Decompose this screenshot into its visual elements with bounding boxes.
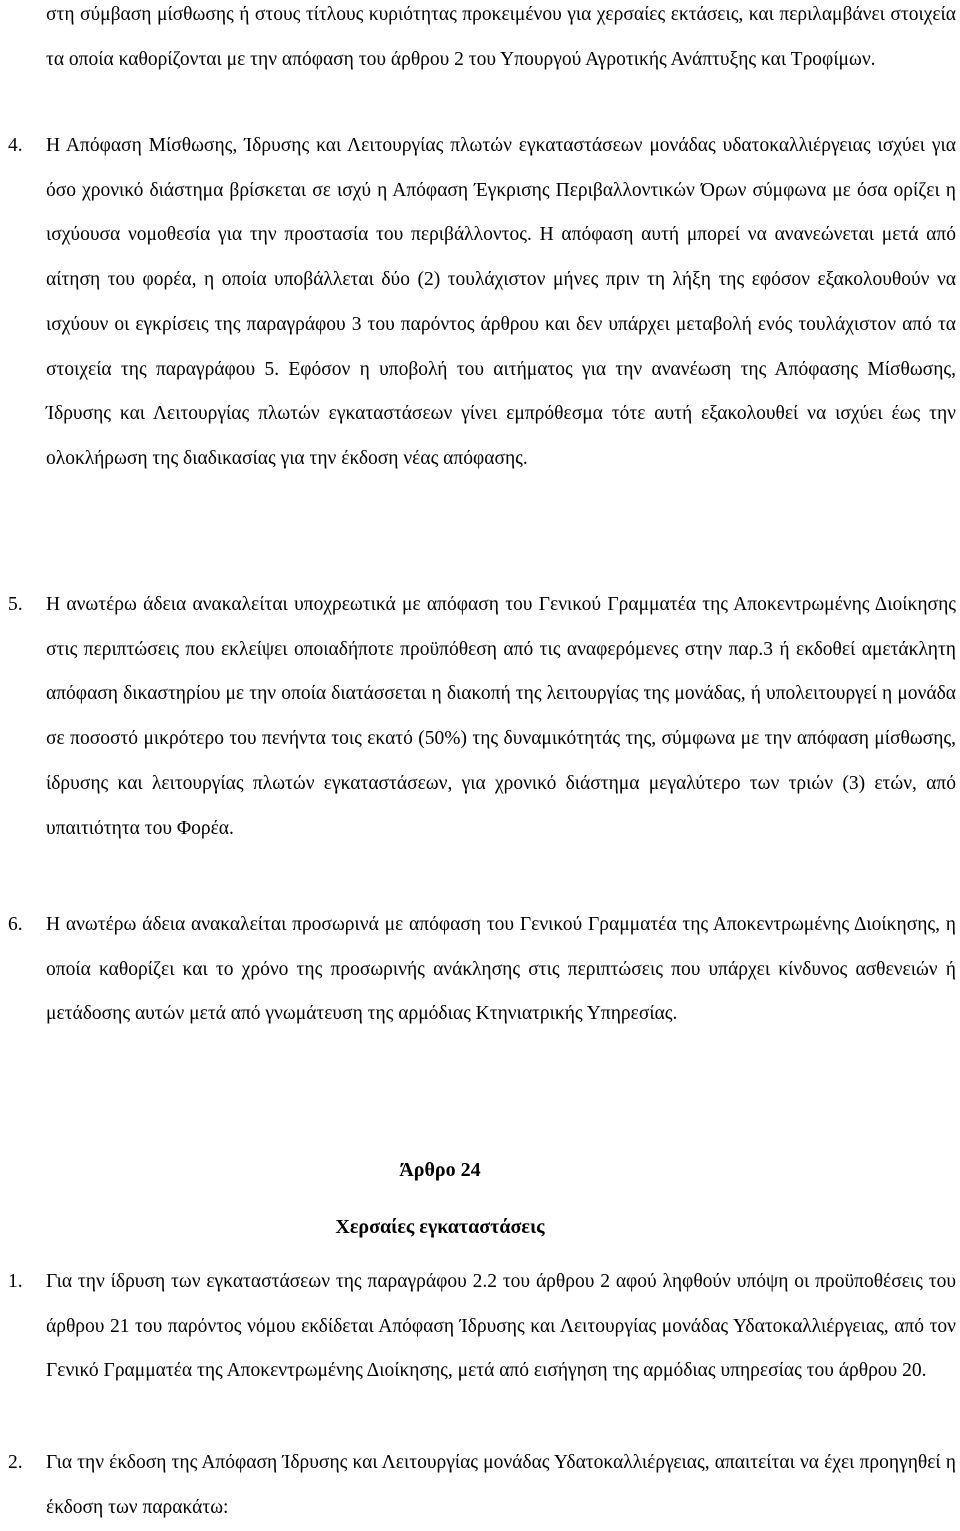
article-item-number-1: 1.	[8, 1271, 23, 1292]
item-number-4: 4.	[8, 135, 23, 156]
paragraph-4: Η Απόφαση Μίσθωσης, Ίδρυσης και Λειτουργίας πλωτών εγκαταστάσεων μονάδας υδατοκαλλιέργειας ισχύει για όσο χρονικό διάστημα βρίσκεται σε ισχύ η Απόφαση Έγκρισης Περιβαλλοντικών Όρων σύμφωνα με όσα ορίζει η ισχύουσα νομοθεσία για την προστασία του περιβάλλοντος. Η απόφαση αυτή μπορεί να ανανεώνεται μετά από αίτηση του φορέα, η οποία υποβάλλεται δύο (2) τουλάχιστον μήνες πριν τη λήξη της εφόσον εξακολουθούν να ισχύουν οι εγκρίσεις της παραγράφου 3 του παρόντος άρθρου και δεν υπάρχει μεταβολή ενός τουλάχιστον από τα στοιχεία της παραγράφου 5. Εφόσον η υποβολή του αιτήματος για την ανανέωση της Απόφασης Μίσθωσης, Ίδρυσης και Λειτουργίας πλωτών εγκαταστάσεων γίνει εμπρόθεσμα τότε αυτή εξακολουθεί να ισχύει έως την ολοκλήρωση της διαδικασίας για την έκδοση νέας απόφασης.	[46, 135, 956, 469]
article-title: Άρθρο 24	[399, 1159, 481, 1181]
continuation-paragraph: στη σύμβαση μίσθωσης ή στους τίτλους κυριότητας προκειμένου για χερσαίες εκτάσεις, και περιλαμβάνει στοιχεία τα οποία καθορίζονται με την απόφαση του άρθρου 2 του Υπουργού Αγροτικής Ανάπτυξης και Τροφίμων.	[46, 4, 956, 70]
paragraph-5: Η ανωτέρω άδεια ανακαλείται υποχρεωτικά με απόφαση του Γενικού Γραμματέα της Αποκεντρωμένης Διοίκησης στις περιπτώσεις που εκλείψει οποιαδήποτε προϋπόθεση από τις αναφερόμενες στην παρ.3 ή εκδοθεί αμετάκλητη απόφαση δικαστηρίου με την οποία διατάσσεται η διακοπή της λειτουργίας της μονάδας, ή υπολειτουργεί η μονάδα σε ποσοστό μικρότερο του πενήντα τοις εκατό (50%) της δυναμικότητάς της, σύμφωνα με την απόφαση μίσθωσης, ίδρυσης και λειτουργίας πλωτών εγκαταστάσεων, για χρονικό διάστημα μεγαλύτερο των τριών (3) ετών, από υπαιτιότητα του Φορέα.	[46, 594, 956, 839]
item-number-5: 5.	[8, 594, 23, 615]
article-subtitle: Χερσαίες εγκαταστάσεις	[335, 1216, 545, 1238]
article-item-number-2: 2.	[8, 1452, 23, 1473]
article-paragraph-1: Για την ίδρυση των εγκαταστάσεων της παραγράφου 2.2 του άρθρου 2 αφού ληφθούν υπόψη οι προϋποθέσεις του άρθρου 21 του παρόντος νόμου εκδίδεται Απόφαση Ίδρυσης και Λειτουργίας μονάδας Υδατοκαλλιέργειας, από τον Γενικό Γραμματέα της Αποκεντρωμένης Διοίκησης, μετά από εισήγηση της αρμόδιας υπηρεσίας του άρθρου 20.	[46, 1271, 956, 1382]
article-paragraph-2: Για την έκδοση της Απόφαση Ίδρυσης και Λειτουργίας μονάδας Υδατοκαλλιέργειας, απαιτείται να έχει προηγηθεί η έκδοση των παρακάτω:	[46, 1452, 956, 1518]
paragraph-6: Η ανωτέρω άδεια ανακαλείται προσωρινά με απόφαση του Γενικού Γραμματέα της Αποκεντρωμένης Διοίκησης, η οποία καθορίζει και το χρόνο της προσωρινής ανάκλησης στις περιπτώσεις που υπάρχει κίνδυνος ασθενειών ή μετάδοσης αυτών μετά από γνωμάτευση της αρμόδιας Κτηνιατρικής Υπηρεσίας.	[46, 914, 956, 1025]
item-number-6: 6.	[8, 914, 23, 935]
